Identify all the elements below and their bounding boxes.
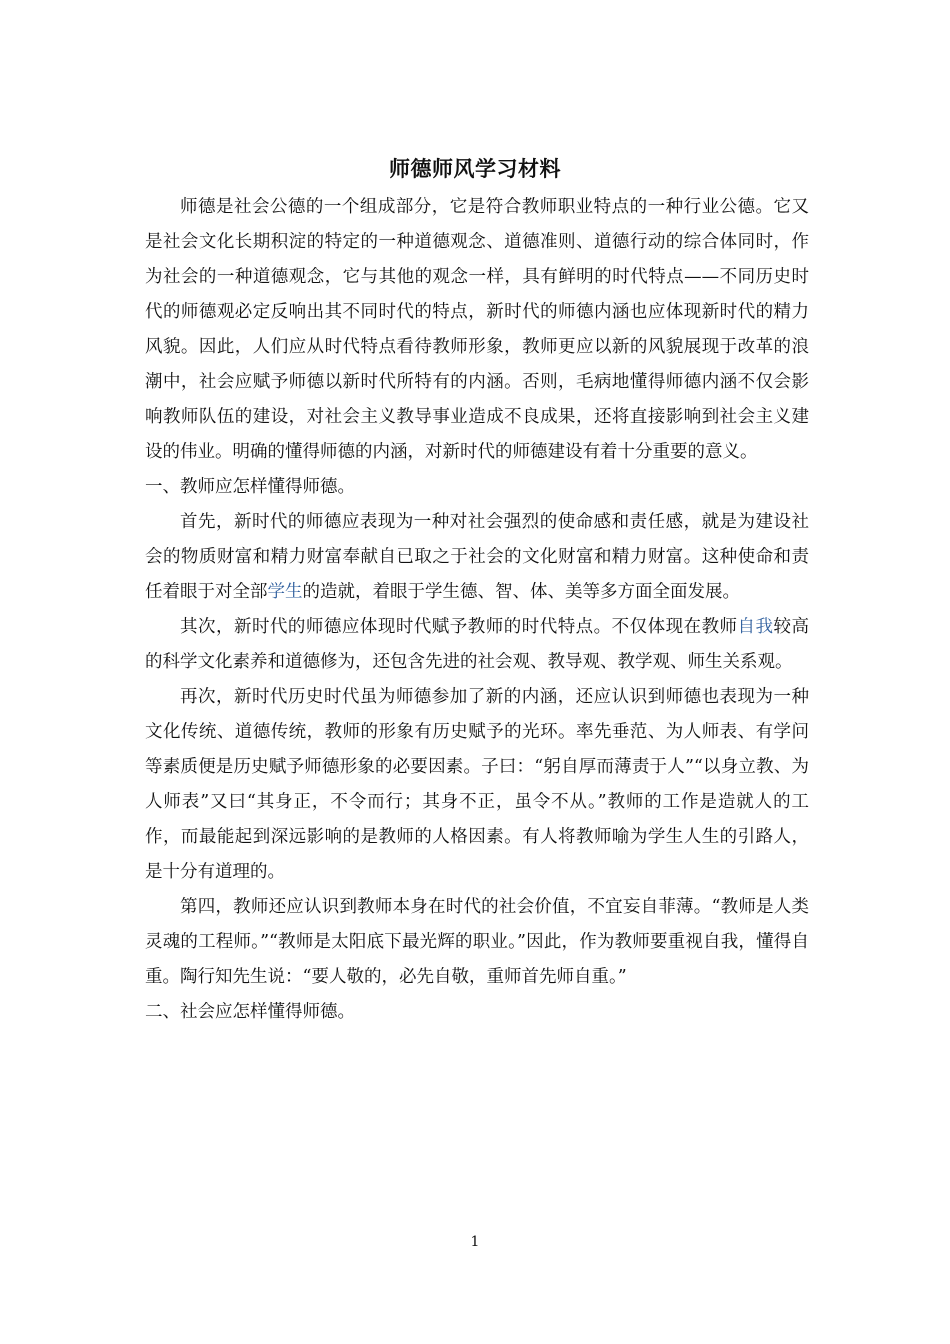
paragraph-first-text: 首先，新时代的师德应表现为一种对社会强烈的使命感和责任感，就是为建设社会的物质财富和精力财富奉献自已取之于社会的文化财富和精力财富。这种使命和责任着眼于对全部 bbox=[145, 512, 809, 602]
document-body bbox=[145, 190, 809, 1030]
paragraph-first bbox=[145, 505, 809, 610]
self-link[interactable]: 自我 bbox=[737, 617, 774, 637]
paragraph-third: 再次，新时代历史时代虽为师德参加了新的内涵，还应认识到师德也表现为一种文化传统、道德传统，教师的形象有历史赋予的光环。率先垂范、为人师表、有学问等素质便是历史赋予师德形象的必要因素。子曰：“躬自厚而薄责于人”“以身立教、为人师表”又曰“其身正，不令而行；其身不正，虽令不从。”教师的工作是造就人的工作，而最能起到深远影响的是教师的人格因素。有人将教师喻为学生人生的引路人，是十分有道理的。 bbox=[145, 687, 809, 882]
paragraph-fourth: 第四，教师还应认识到教师本身在时代的社会价值，不宜妄自菲薄。“教师是人类灵魂的工程师。”“教师是太阳底下最光辉的职业。”因此，作为教师要重视自我，懂得自重。陶行知先生说：“要人敬的，必先自敬，重师首先师自重。” bbox=[145, 897, 809, 987]
paragraph-second bbox=[145, 610, 809, 680]
section-heading-1: 一、教师应怎样懂得师德。 bbox=[145, 477, 355, 497]
paragraph-second-text: 其次，新时代的师德应体现时代赋予教师的时代特点。不仅体现在教师 bbox=[180, 617, 738, 637]
paragraph-second-text-end: 较高的科学文化素养和道德修为，还包含先进的社会观、教导观、教学观、师生关系观。 bbox=[145, 617, 810, 672]
page-number: 1 bbox=[470, 1234, 480, 1250]
paragraph-first-text-end: 的造就，着眼于学生德、智、体、美等多方面全面发展。 bbox=[302, 582, 740, 602]
document-title: 师德师风学习材料 bbox=[389, 156, 561, 181]
students-link[interactable]: 学生 bbox=[267, 582, 303, 602]
section-heading-2: 二、社会应怎样懂得师德。 bbox=[145, 1002, 355, 1022]
intro-paragraph: 师德是社会公德的一个组成部分，它是符合教师职业特点的一种行业公德。它又是社会文化长期积淀的特定的一种道德观念、道德准则、道德行动的综合体同时，作为社会的一种道德观念，它与其他的观念一样，具有鲜明的时代特点——不同历史时代的师德观必定反响出其不同时代的特点，新时代的师德内涵也应体现新时代的精力风貌。因此，人们应从时代特点看待教师形象，教师更应以新的风貌展现于改革的浪潮中，社会应赋予师德以新时代所特有的内涵。否则，毛病地懂得师德内涵不仅会影响教师队伍的建设，对社会主义教导事业造成不良成果，还将直接影响到社会主义建设的伟业。明确的懂得师德的内涵，对新时代的师德建设有着十分重要的意义。 bbox=[145, 197, 809, 462]
